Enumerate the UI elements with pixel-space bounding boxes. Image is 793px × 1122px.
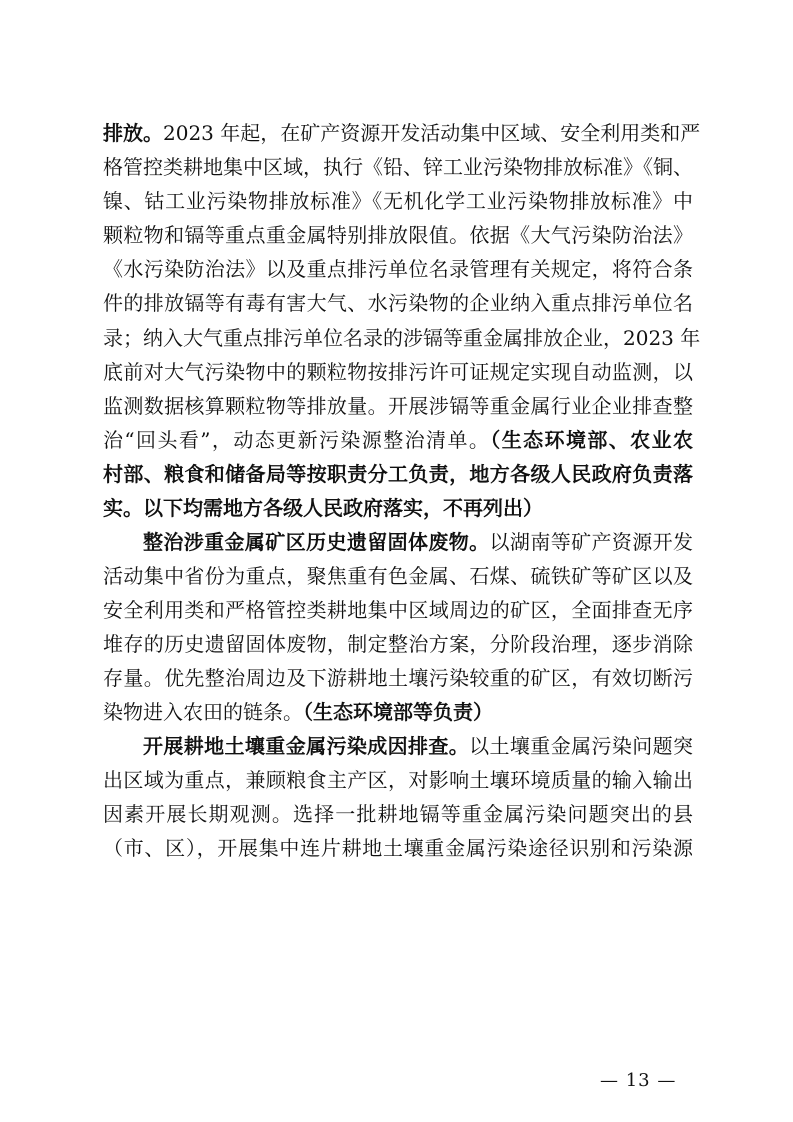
responsibility-note: 实。以下均需地方各级人民政府落实，不再列出）	[103, 496, 543, 521]
responsibility-note: （生态环境部、农业农	[490, 427, 694, 452]
text-line: 底前对大气污染物中的颗粒物按排污许可证规定实现自动监测，以	[103, 359, 693, 384]
text-line: 镍、钴工业污染物排放标准》《无机化学工业污染物排放标准》中	[103, 189, 693, 214]
text-line: 监测数据核算颗粒物等排放量。开展涉镉等重金属行业企业排查整	[103, 393, 693, 418]
bold-heading: 整治涉重金属矿区历史遗留固体废物。	[143, 530, 490, 554]
text-line: （市、区），开展集中连片耕地土壤重金属污染途径识别和污染源	[103, 836, 693, 861]
paragraph-emissions	[103, 116, 701, 525]
text-line: 整治涉重金属矿区历史遗留固体废物。以湖南等矿产资源开发	[143, 530, 694, 554]
text-line: 安全利用类和严格管控类耕地集中区域周边的矿区，全面排查无序	[103, 598, 693, 623]
bold-heading: 开展耕地土壤重金属污染成因排查。	[143, 734, 470, 758]
paragraph-soil-investigation	[103, 729, 693, 865]
text-line: 染物进入农田的链条。（生态环境部等负责）	[103, 700, 493, 725]
text-line: 活动集中省份为重点，聚焦重有色金属、石煤、硫铁矿等矿区以及	[103, 564, 693, 589]
text-line: 存量。优先整治周边及下游耕地土壤污染较重的矿区，有效切断污	[103, 666, 693, 691]
text-line: 治“回头看”，动态更新污染源整治清单。（生态环境部、农业农	[103, 427, 694, 452]
bold-heading: 排放。	[103, 121, 163, 145]
responsibility-note: 村部、粮食和储备局等按职责分工负责，地方各级人民政府负责落	[103, 461, 693, 486]
text-line: 录；纳入大气重点排污单位名录的涉镉等重金属排放企业，2023 年	[103, 325, 701, 350]
text-line: 出区域为重点，兼顾粮食主产区，对影响土壤环境质量的输入输出	[103, 768, 693, 793]
text-line: 堆存的历史遗留固体废物，制定整治方案，分阶段治理，逐步消除	[103, 632, 693, 657]
responsibility-note: （生态环境部等负责）	[303, 700, 493, 725]
page-number: — 13 —	[600, 1070, 677, 1091]
text-line: 颗粒物和镉等重点重金属特别排放限值。依据《大气污染防治法》	[103, 223, 693, 248]
text-line: 排放。2023 年起，在矿产资源开发活动集中区域、安全利用类和严	[103, 121, 701, 145]
text-line: 格管控类耕地集中区域，执行《铅、锌工业污染物排放标准》《铜、	[103, 155, 693, 180]
text-line: 开展耕地土壤重金属污染成因排查。以土壤重金属污染问题突	[143, 734, 694, 758]
text-line: 《水污染防治法》以及重点排污单位名录管理有关规定，将符合条	[103, 257, 693, 282]
text-line: 件的排放镉等有毒有害大气、水污染物的企业纳入重点排污单位名	[103, 291, 693, 316]
paragraph-mining-waste	[103, 525, 693, 730]
text-line: 因素开展长期观测。选择一批耕地镉等重金属污染问题突出的县	[103, 802, 693, 827]
